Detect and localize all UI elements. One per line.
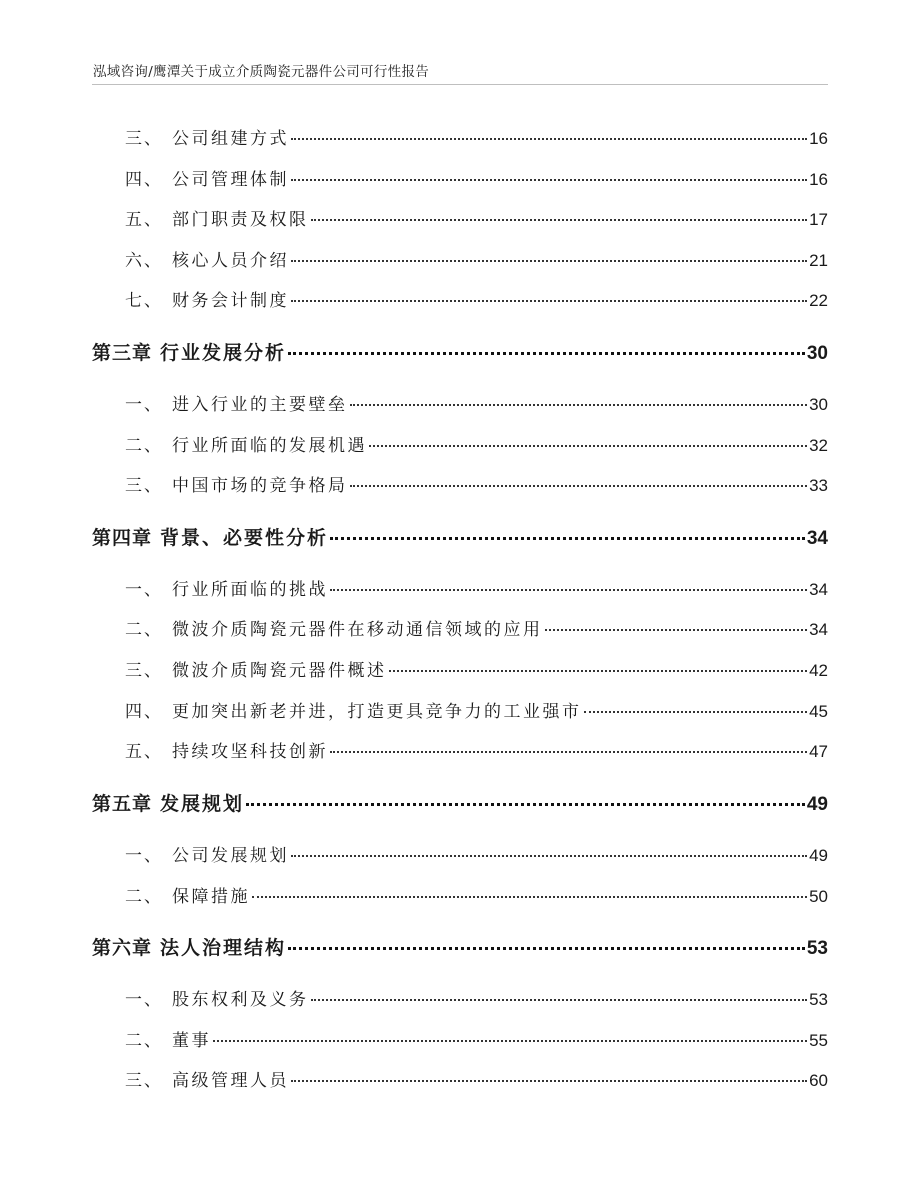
toc-section-entry[interactable] [125,205,828,229]
section-number: 三、 [125,1071,163,1091]
page-number: 34 [809,620,828,639]
section-title: 部门职责及权限 [172,210,309,230]
dot-leader [584,711,808,713]
section-number: 五、 [125,210,163,230]
page-number: 42 [809,661,828,680]
dot-leader [213,1040,807,1042]
section-title: 公司发展规划 [172,846,289,866]
dot-leader [291,855,807,857]
dot-leader [369,445,807,447]
toc-section-entry[interactable] [125,286,828,310]
toc-section-entry[interactable] [125,737,828,761]
page-number: 34 [809,580,828,599]
dot-leader [291,300,807,302]
section-number: 一、 [125,990,163,1010]
dot-leader [252,896,807,898]
page-number: 60 [809,1071,828,1090]
section-title: 股东权利及义务 [172,990,309,1010]
dot-leader [291,179,807,181]
page-number: 30 [809,395,828,414]
toc-section-entry[interactable] [125,882,828,906]
section-title: 进入行业的主要壁垒 [172,395,348,415]
toc-section-entry[interactable] [125,431,828,455]
page-number: 33 [809,476,828,495]
chapter-number: 第四章 [92,527,153,549]
chapter-title: 背景、必要性分析 [160,527,329,549]
page-number: 49 [806,794,828,815]
page-number: 45 [809,702,828,721]
dot-leader [246,803,805,806]
toc-section-entry[interactable] [125,165,828,189]
chapter-number: 第六章 [92,937,153,959]
section-number: 四、 [125,170,163,190]
section-title: 行业所面临的发展机遇 [172,436,367,456]
section-title: 持续攻坚科技创新 [172,742,328,762]
toc-section-entry[interactable] [125,575,828,599]
section-title: 微波介质陶瓷元器件概述 [172,661,387,681]
section-number: 六、 [125,251,163,271]
section-number: 二、 [125,1031,163,1051]
toc-section-entry[interactable] [125,697,828,721]
toc-chapter-entry[interactable] [92,789,828,815]
section-number: 三、 [125,476,163,496]
section-number: 三、 [125,129,163,149]
section-number: 四、 [125,702,163,722]
chapter-number: 第五章 [92,793,153,815]
page-number: 55 [809,1031,828,1050]
page-number: 16 [809,170,828,189]
page-number: 21 [809,251,828,270]
chapter-number: 第三章 [92,342,153,364]
section-title: 公司管理体制 [172,170,289,190]
toc-section-entry[interactable] [125,841,828,865]
running-header: 泓域咨询/鹰潭关于成立介质陶瓷元器件公司可行性报告 [93,64,430,80]
toc-section-entry[interactable] [125,656,828,680]
page-number: 32 [809,436,828,455]
toc-section-entry[interactable] [125,1066,828,1090]
section-title: 行业所面临的挑战 [172,580,328,600]
dot-leader [389,670,808,672]
dot-leader [291,138,807,140]
section-title: 中国市场的竞争格局 [172,476,348,496]
page-number: 30 [806,343,828,364]
dot-leader [291,1080,807,1082]
section-number: 一、 [125,846,163,866]
dot-leader [288,352,805,355]
section-title: 保障措施 [172,887,250,907]
page-number: 49 [809,846,828,865]
toc-section-entry[interactable] [125,615,828,639]
toc-chapter-entry[interactable] [92,338,828,364]
chapter-title: 法人治理结构 [160,937,287,959]
dot-leader [350,485,808,487]
dot-leader [330,537,805,540]
dot-leader [330,589,807,591]
page-number: 47 [809,742,828,761]
section-number: 三、 [125,661,163,681]
section-number: 一、 [125,580,163,600]
toc-chapter-entry[interactable] [92,523,828,549]
toc-section-entry[interactable] [125,985,828,1009]
section-number: 二、 [125,436,163,456]
section-title: 董事 [172,1031,211,1051]
page-number: 53 [809,990,828,1009]
section-title: 微波介质陶瓷元器件在移动通信领域的应用 [172,620,543,640]
page-number: 22 [809,291,828,310]
toc-chapter-entry[interactable] [92,933,828,959]
section-title: 更加突出新老并进，打造更具竞争力的工业强市 [172,702,582,722]
page-number: 50 [809,887,828,906]
toc-section-entry[interactable] [125,124,828,148]
dot-leader [330,751,807,753]
toc-section-entry[interactable] [125,1026,828,1050]
dot-leader [311,219,808,221]
chapter-title: 行业发展分析 [160,342,287,364]
section-number: 七、 [125,291,163,311]
dot-leader [350,404,808,406]
dot-leader [311,999,808,1001]
section-number: 二、 [125,620,163,640]
page-number: 17 [809,210,828,229]
page-number: 34 [806,528,828,549]
section-title: 财务会计制度 [172,291,289,311]
toc-section-entry[interactable] [125,390,828,414]
page-number: 16 [809,129,828,148]
section-number: 二、 [125,887,163,907]
dot-leader [545,629,808,631]
page-number: 53 [806,938,828,959]
section-number: 五、 [125,742,163,762]
toc-section-entry[interactable] [125,246,828,270]
section-number: 一、 [125,395,163,415]
dot-leader [288,947,805,950]
section-title: 核心人员介绍 [172,251,289,271]
section-title: 公司组建方式 [172,129,289,149]
chapter-title: 发展规划 [160,793,245,815]
section-title: 高级管理人员 [172,1071,289,1091]
toc-section-entry[interactable] [125,471,828,495]
dot-leader [291,260,807,262]
